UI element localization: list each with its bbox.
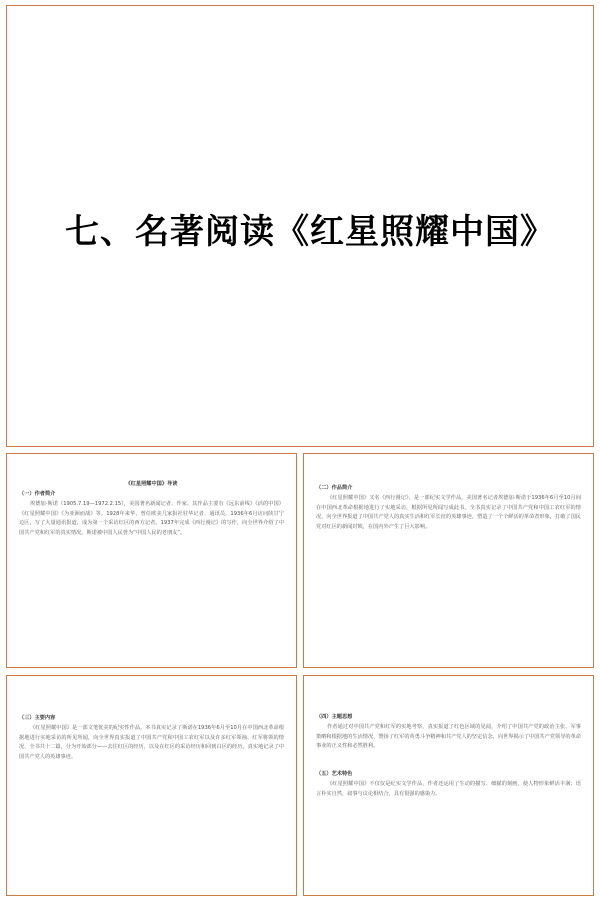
title-slide (6, 5, 594, 447)
slide-author-intro (6, 453, 297, 668)
section-body: 埃德加·斯诺（1905.7.19—1972.2.15），美国著名新闻记者、作家。其作品主要有《远东前线》《活的中国》《红星照耀中国》《为亚洲而战》等。1928年来华，曾任欧美几家报社驻华记者、通讯员。1936年6月访问陕甘宁边区，写了大量通讯报道，成为第一个采访红区的西方记者。1937年完成《西行漫记》的写作，向全世界介绍了中国共产党和红军的真实情况。斯诺被中国人民誉为“中国人民的老朋友”。 (19, 501, 284, 536)
slide-work-intro (303, 453, 594, 668)
section-body: 《红星照耀中国》又名《西行漫记》，是一部纪实文学作品。美国著名记者埃德加·斯诺于1936年6月至10月间在中国西北革命根据地进行了实地采访，根据所见所闻写成此书。全书真实记录了中国共产党和中国工农红军的情况，向全世界报道了中国共产党人的真实生活和红军长征的英雄事迹，塑造了一个个鲜活的革命者形象，打破了国民党对红区的新闻封锁，在国内外产生了巨大影响。 (316, 495, 581, 530)
section-body-theme: 作者通过对中国共产党和红军的实地考察，真实报道了红色区域的见闻，介绍了中国共产党的政治主张、军事策略和根据地的生活情况，赞扬了红军的英勇斗争精神和共产党人的坚定信念，向世界揭示了中国共产党领导的革命事业的正义性和必然胜利。 (316, 724, 581, 750)
slide-main-content (6, 675, 297, 896)
section-body-art: 《红星照耀中国》不仅仅是纪实文学作品，作者还运用了生动的描写、细腻的刻画，使人物形象鲜活丰满；语言朴实自然，叙事与议论相结合，具有很强的感染力。 (316, 781, 581, 797)
section-heading: （一）作者简介 (19, 491, 56, 497)
section-heading-art: （五）艺术特色 (316, 771, 353, 777)
slide-theme-art (303, 675, 594, 896)
section-heading: （二）作品简介 (316, 485, 353, 491)
section-body: 《红星照耀中国》是一部文笔优美的纪实性作品。本书真实记录了斯诺在1936年6月至10月在中国西北革命根据地进行实地采访的所见所闻，向全世界真实报道了中国共产党和中国工农红军以及许多红军领袖、红军将领的情况，全书共十二篇，分为开始部分——去往红区的经历，以及在红区的采访经历和回到白区的经历，真实地记录了中国共产党人的英雄事迹。 (19, 725, 284, 760)
slide-title: 七、名著阅读《红星照耀中国》 (65, 212, 555, 252)
section-heading-theme: （四）主题思想 (316, 714, 353, 720)
section-heading: （三）主要内容 (19, 715, 56, 721)
guide-title: 《红星照耀中国》导读 (125, 481, 178, 487)
